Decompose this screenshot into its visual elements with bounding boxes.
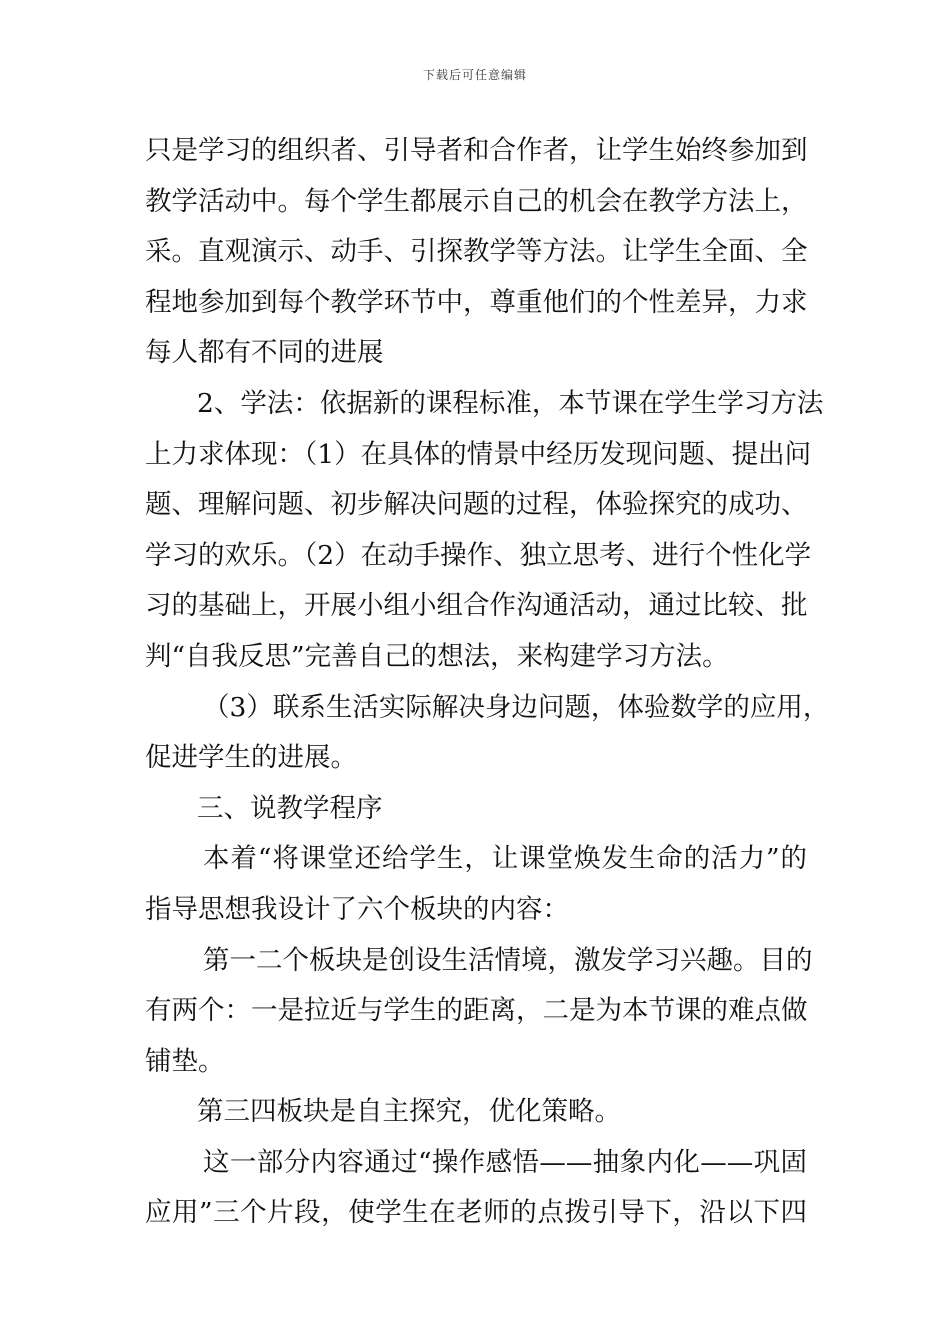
text-line: 判“自我反思”完善自己的想法，来构建学习方法。 [145, 640, 729, 672]
text-line: 有两个：一是拉近与学生的距离，二是为本节课的难点做 [145, 995, 808, 1027]
text-line: 这一部分内容通过“操作感悟——抽象内化——巩固 [203, 1146, 807, 1178]
text-line: 采。直观演示、动手、引探教学等方法。让学生全面、全 [145, 236, 808, 268]
text-line: 第三四板块是自主探究，优化策略。 [197, 1096, 621, 1128]
text-line: 每人都有不同的进展 [145, 337, 384, 369]
text-line: 2、学法：依据新的课程标准，本节课在学生学习方法 [197, 387, 824, 419]
page-header: 下载后可任意编辑 [422, 68, 527, 82]
text-line: 促进学生的进展。 [145, 742, 357, 774]
text-line: 程地参加到每个教学环节中，尊重他们的个性差异，力求 [145, 286, 808, 318]
text-line: 教学活动中。每个学生都展示自己的机会在教学方法上， [145, 185, 808, 217]
text-line: 应用”三个片段，使学生在老师的点拨引导下，沿以下四 [145, 1197, 807, 1229]
document-body [145, 126, 830, 1239]
text-line: 本着“将课堂还给学生，让课堂焕发生命的活力”的 [203, 843, 807, 875]
text-line: 题、理解问题、初步解决问题的过程，体验探究的成功、 [145, 489, 808, 521]
text-line: 指导思想我设计了六个板块的内容： [145, 893, 569, 925]
text-line: （3）联系生活实际解决身边问题，体验数学的应用， [203, 691, 830, 723]
text-line: 上力求体现：（1）在具体的情景中经历发现问题、提出问 [145, 438, 812, 470]
section-heading: 三、说教学程序 [197, 792, 383, 824]
text-line: 铺垫。 [145, 1045, 225, 1077]
text-line: 第一二个板块是创设生活情境，激发学习兴趣。目的 [203, 944, 813, 976]
text-line: 习的基础上，开展小组小组合作沟通活动，通过比较、批 [145, 590, 808, 622]
text-line: 只是学习的组织者、引导者和合作者，让学生始终参加到 [145, 135, 808, 166]
text-line: 学习的欢乐。（2）在动手操作、独立思考、进行个性化学 [145, 539, 812, 571]
